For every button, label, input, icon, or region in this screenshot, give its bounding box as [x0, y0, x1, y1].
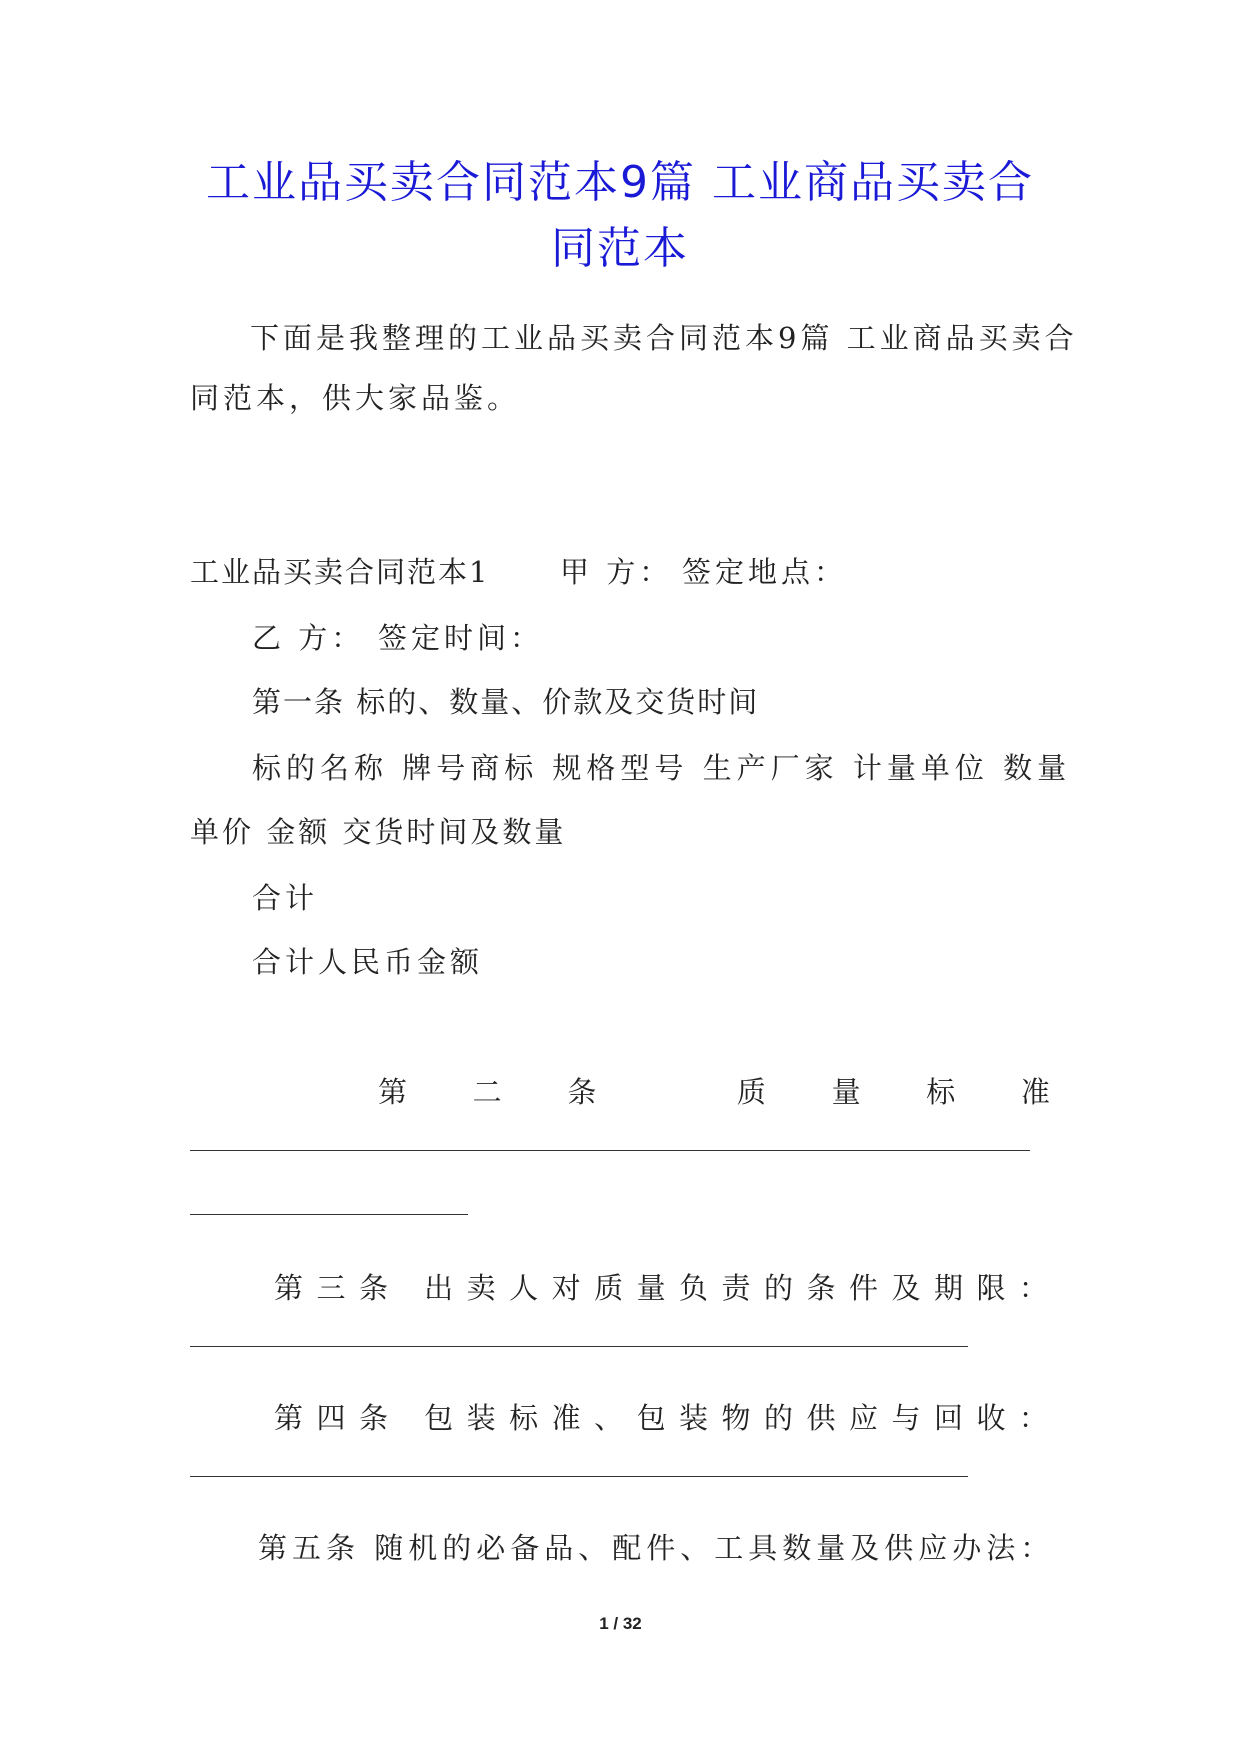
columns-line-1: 标的名称 牌号商标 规格型号 生产厂家 计量单位 数量	[252, 751, 1072, 785]
article-3-char: 件	[848, 1271, 878, 1305]
article-3-char: 及	[891, 1271, 921, 1305]
article-4-char: 包	[424, 1401, 454, 1435]
article-3-char: 人	[509, 1271, 539, 1305]
article-4-char: 条	[358, 1401, 388, 1435]
article-4-char: 装	[679, 1401, 709, 1435]
page-number: 1 / 32	[599, 1614, 642, 1633]
article-3-char: 条	[806, 1271, 836, 1305]
article-4-char: 的	[764, 1401, 794, 1435]
article-3-char: 限	[976, 1271, 1006, 1305]
blank-line	[190, 1150, 1030, 1151]
article-3-char: 负	[679, 1271, 709, 1305]
article-2-char: 量	[831, 1075, 861, 1109]
article-4-char: 回	[933, 1401, 963, 1435]
blank-line	[190, 1214, 468, 1215]
total-rmb-label: 合计人民币金额	[252, 945, 484, 979]
article-3-char: 卖	[466, 1271, 496, 1305]
article-3-gap	[401, 1268, 410, 1308]
article-2-char: 第	[378, 1075, 408, 1109]
article-3-heading	[274, 1268, 1048, 1308]
article-3-char: 量	[636, 1271, 666, 1305]
article-3-char: ：	[1018, 1271, 1048, 1305]
article-4-char: 装	[466, 1401, 496, 1435]
article-1-heading: 第一条 标的、数量、价款及交货时间	[252, 685, 760, 719]
article-4-gap	[401, 1398, 410, 1438]
article-2-char: 条	[567, 1075, 597, 1109]
article-3-char: 的	[764, 1271, 794, 1305]
article-4-char: ：	[1018, 1401, 1048, 1435]
article-2-gap	[662, 1072, 671, 1112]
article-2-char: 准	[1020, 1075, 1050, 1109]
article-4-char: 第	[274, 1401, 304, 1435]
total-label: 合计	[252, 881, 319, 915]
document-title	[190, 150, 1050, 282]
title-line-1: 工业品买卖合同范本9篇 工业商品买卖合	[206, 157, 1034, 208]
article-3-char: 对	[551, 1271, 581, 1305]
article-3-char: 三	[316, 1271, 346, 1305]
party-a-label: 甲 方：	[560, 555, 673, 589]
sign-place-label: 签定地点：	[682, 555, 848, 589]
article-4-char: 标	[509, 1401, 539, 1435]
sign-time-label: 签定时间：	[378, 621, 544, 655]
article-5-heading: 第五条 随机的必备品、配件、工具数量及供应办法：	[258, 1531, 1055, 1565]
article-3-char: 第	[274, 1271, 304, 1305]
blank-line	[190, 1346, 968, 1347]
article-3-char: 条	[358, 1271, 388, 1305]
article-2-heading	[378, 1072, 1050, 1112]
article-4-char: 准	[551, 1401, 581, 1435]
article-4-heading	[274, 1398, 1048, 1438]
intro-line-2: 同范本，供大家品鉴。	[190, 381, 521, 415]
section-heading: 工业品买卖合同范本1	[190, 555, 490, 589]
article-4-char: 、	[594, 1401, 624, 1435]
columns-line-2: 单价 金额 交货时间及数量	[190, 815, 567, 849]
article-4-char: 物	[721, 1401, 751, 1435]
party-b-label: 乙 方：	[252, 621, 365, 655]
article-4-char: 与	[891, 1401, 921, 1435]
blank-line	[190, 1476, 968, 1477]
article-4-char: 四	[316, 1401, 346, 1435]
article-3-char: 期	[933, 1271, 963, 1305]
article-2-char: 标	[926, 1075, 956, 1109]
article-2-char: 二	[472, 1075, 502, 1109]
article-3-char: 质	[594, 1271, 624, 1305]
article-4-char: 包	[636, 1401, 666, 1435]
article-3-char: 责	[721, 1271, 751, 1305]
title-line-2: 同范本	[551, 223, 689, 274]
article-3-char: 出	[424, 1271, 454, 1305]
intro-line-1: 下面是我整理的工业品买卖合同范本9篇 工业商品买卖合	[250, 321, 1078, 355]
article-4-char: 供	[806, 1401, 836, 1435]
article-4-char: 收	[976, 1401, 1006, 1435]
article-4-char: 应	[848, 1401, 878, 1435]
article-2-char: 质	[736, 1075, 766, 1109]
